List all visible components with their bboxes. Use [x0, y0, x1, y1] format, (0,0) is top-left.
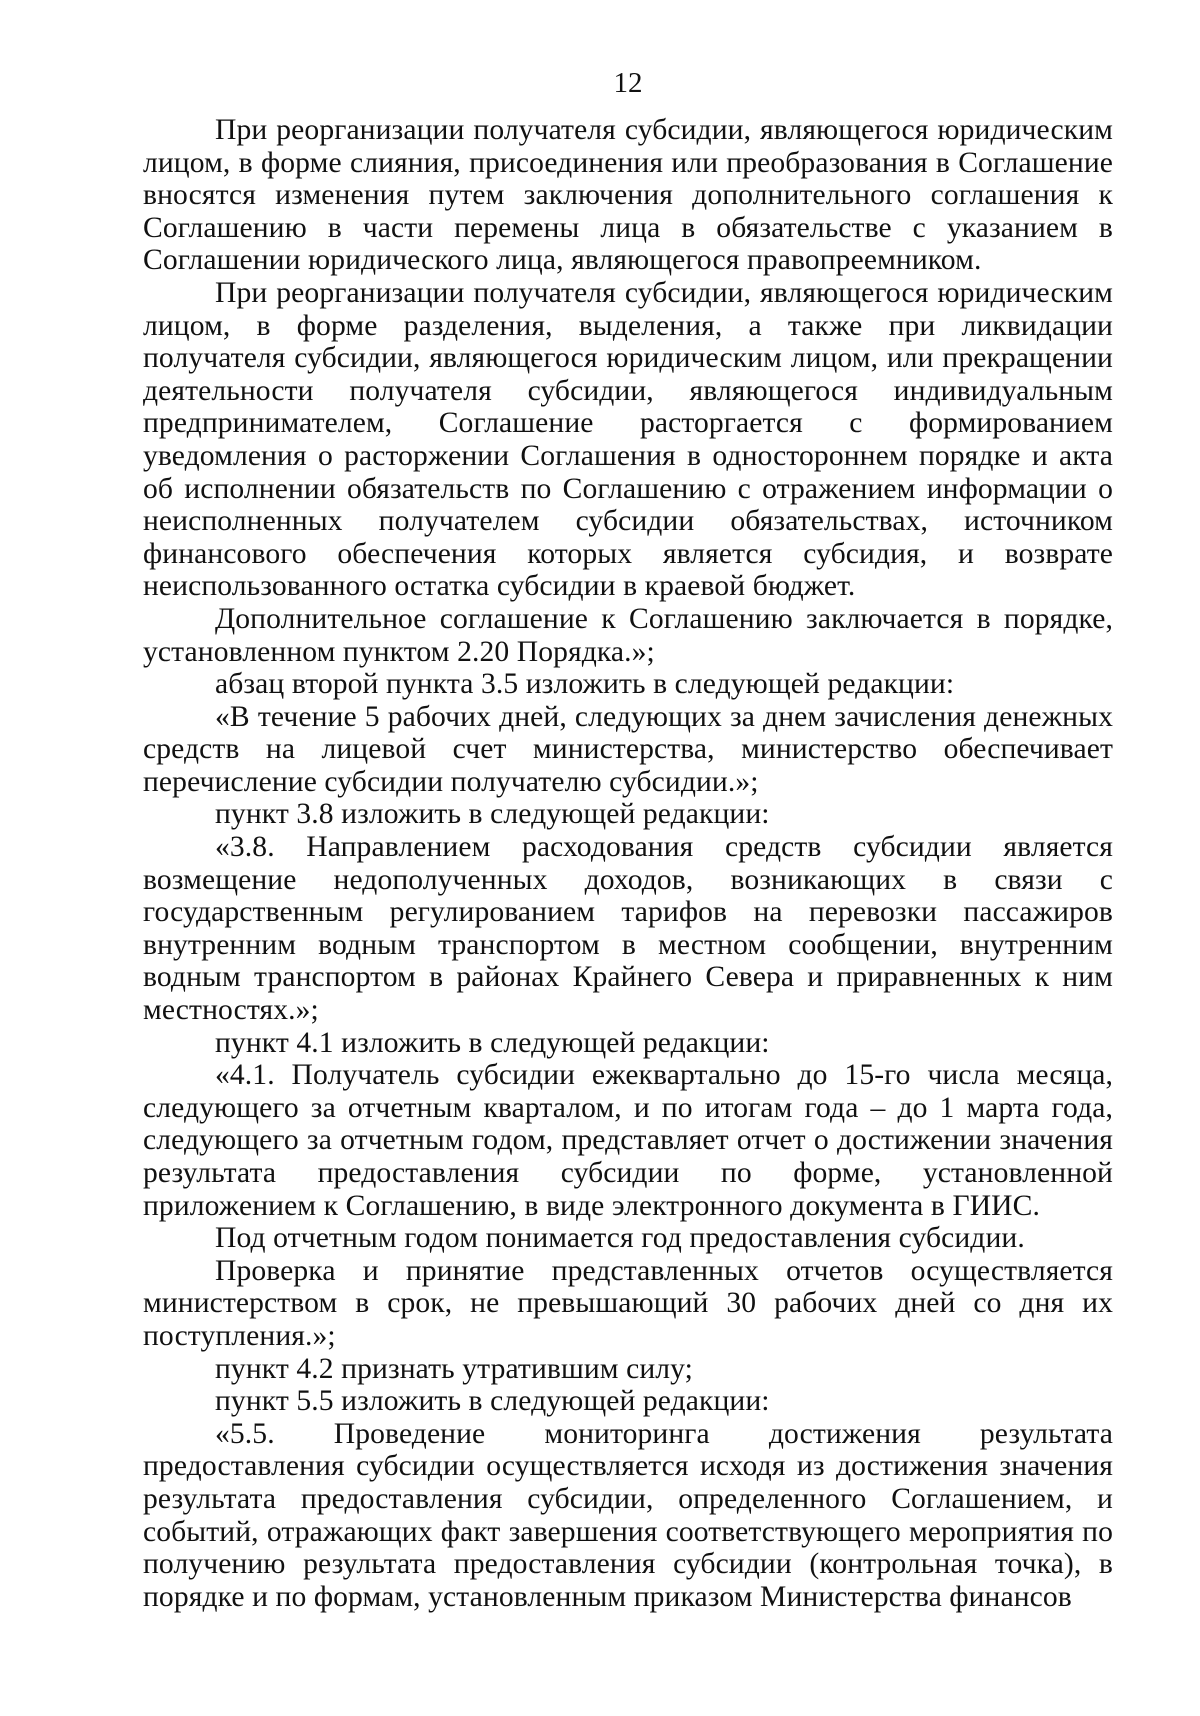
paragraph-amend-3-5-intro: абзац второй пункта 3.5 изложить в следующей редакции: — [215, 668, 955, 701]
paragraph-reorganization-division: При реорганизации получателя субсидии, являющегося юридическим лицом, в форме разделения, выделения, а также при ликвидации получателя субсидии, являющегося юридическим лицом, или прекращении деятельности получателя субсидии, являющегося индивидуальным предпринимателем, Соглашение расторгается с формированием уведомления о расторжении Соглашения в одностороннем порядке и акта об исполнении обязательств по Соглашению с отражением информации о неисполненных получателем субсидии обязательствах, источником финансового обеспечения которых является субсидия, и возврате неиспользованного остатка субсидии в краевой бюджет. — [143, 276, 1113, 603]
paragraph-amend-5-5-intro: пункт 5.5 изложить в следующей редакции: — [215, 1385, 770, 1418]
paragraph-4-2-void: пункт 4.2 признать утратившим силу; — [215, 1352, 693, 1385]
paragraph-report-verification: Проверка и принятие представленных отчетов осуществляется министерством в срок, не превышающий 30 рабочих дней со дня их поступления.»; — [143, 1254, 1113, 1352]
paragraph-amend-4-1-intro: пункт 4.1 изложить в следующей редакции: — [215, 1026, 770, 1059]
paragraph-amend-4-1-text: «4.1. Получатель субсидии ежеквартально до 15-го числа месяца, следующего за отчетным кварталом, и по итогам года – до 1 марта года, следующего за отчетным годом, представляет отчет о достижении значения результата предоставления субсидии по форме, установленной приложением к Соглашению, в виде электронного документа в ГИИС. — [143, 1059, 1113, 1222]
paragraph-amend-3-8-intro: пункт 3.8 изложить в следующей редакции: — [215, 798, 770, 831]
page-number: 12 — [613, 67, 643, 99]
paragraph-reporting-year: Под отчетным годом понимается год предоставления субсидии. — [215, 1222, 1025, 1255]
paragraph-amend-5-5-text: «5.5. Проведение мониторинга достижения результата предоставления субсидии осуществляется исходя из достижения значения результата предоставления субсидии, определенного Соглашением, и событий, отражающих факт завершения соответствующего мероприятия по получению результата предоставления субсидии (контрольная точка), в порядке и по формам, установленным приказом Министерства финансов — [143, 1417, 1113, 1613]
paragraph-reorganization-merger: При реорганизации получателя субсидии, являющегося юридическим лицом, в форме слияния, присоединения или преобразования в Соглашение вносятся изменения путем заключения дополнительного соглашения к Соглашению в части перемены лица в обязательстве с указанием в Соглашении юридического лица, являющегося правопреемником. — [143, 114, 1113, 277]
paragraph-amend-3-5-text: «В течение 5 рабочих дней, следующих за днем зачисления денежных средств на лицевой счет министерства, министерство обеспечивает перечисление субсидии получателю субсидии.»; — [143, 700, 1113, 798]
paragraph-amend-3-8-text: «3.8. Направлением расходования средств субсидии является возмещение недополученных доходов, возникающих в связи с государственным регулированием тарифов на перевозки пассажиров внутренним водным транспортом в местном сообщении, внутренним водным транспортом в районах Крайнего Севера и приравненных к ним местностях.»; — [143, 831, 1113, 1027]
document-body — [143, 114, 1113, 1613]
paragraph-additional-agreement: Дополнительное соглашение к Соглашению заключается в порядке, установленном пунктом 2.20 Порядка.»; — [143, 602, 1113, 668]
